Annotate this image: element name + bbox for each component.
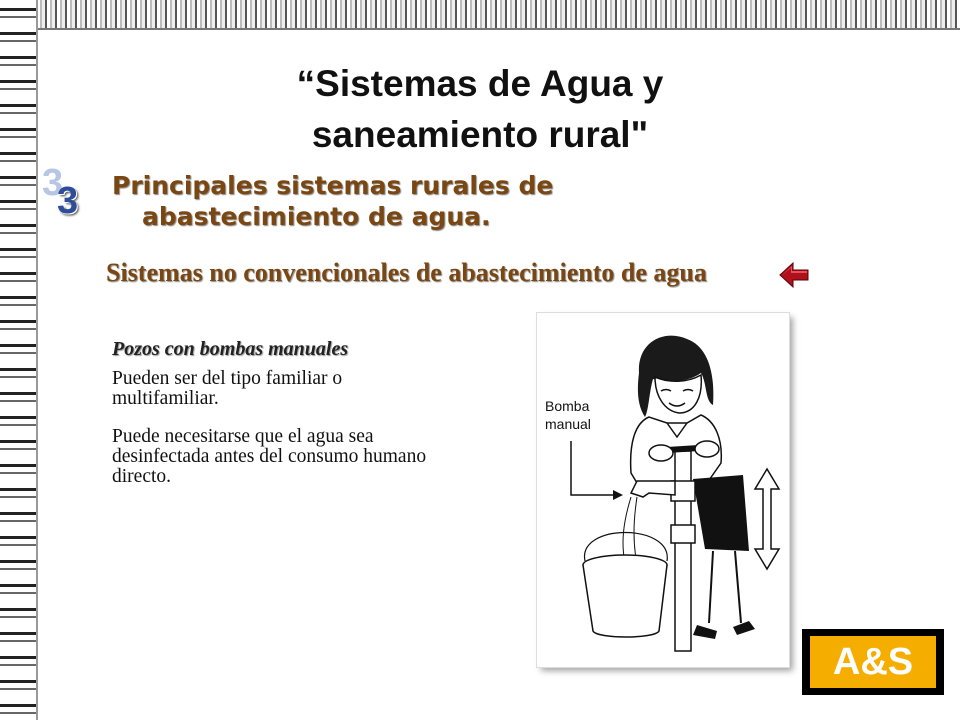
paragraph-2: Puede necesitarse que el agua sea desinfectada antes del consumo humano directo. <box>112 426 427 487</box>
decorative-border-top <box>0 0 960 30</box>
section-heading: Principales sistemas rurales de abastecimiento de agua. <box>112 171 554 231</box>
section-number: 3 <box>57 180 79 222</box>
paragraph-1: Pueden ser del tipo familiar o multifamiliar. <box>112 368 343 409</box>
slide-title: “Sistemas de Agua y saneamiento rural" <box>296 63 664 155</box>
back-arrow-icon[interactable] <box>778 260 810 290</box>
bucket-icon <box>583 533 667 638</box>
decorative-border-left <box>0 0 38 720</box>
figure-label: Bomba <box>545 398 590 414</box>
topic-title: Pozos con bombas manuales <box>112 338 349 360</box>
as-logo <box>802 629 944 695</box>
section-subheading: Sistemas no convencionales de abastecimiento de agua <box>106 258 707 287</box>
hand-pump-illustration <box>537 313 789 667</box>
logo-text: A&S <box>810 636 936 688</box>
double-arrow-icon <box>755 469 779 569</box>
svg-text:manual: manual <box>545 416 591 432</box>
section-number-shadow: 3 <box>42 162 64 204</box>
